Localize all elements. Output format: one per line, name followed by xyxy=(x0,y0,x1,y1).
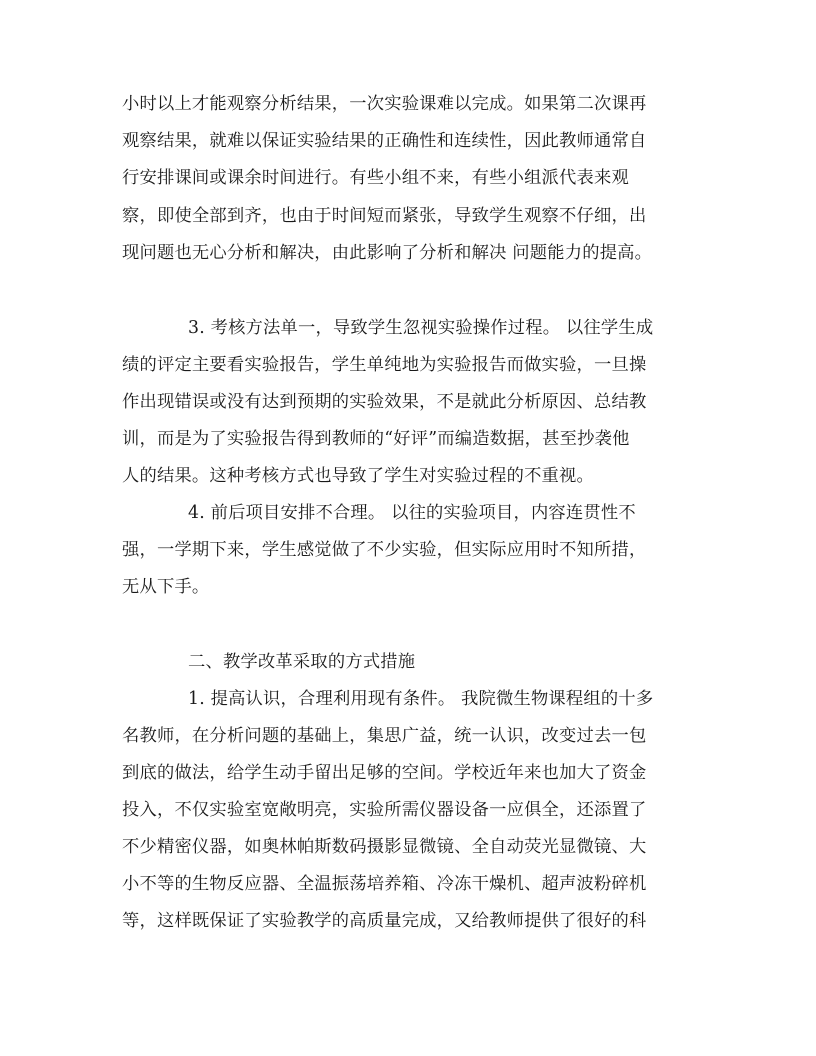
paragraph-3-line-2: 绩的评定主要看实验报告，学生单纯地为实验报告而做实验，一旦操 xyxy=(122,355,647,375)
paragraph-5-line-3: 到底的做法，给学生动手留出足够的空间。学校近年来也加大了资金 xyxy=(122,763,647,783)
paragraph-4-line-3: 无从下手。 xyxy=(122,577,210,597)
paragraph-4-line-2: 强，一学期下来，学生感觉做了不少实验，但实际应用时不知所措， xyxy=(122,540,647,560)
paragraph-3-line-3: 作出现错误或没有达到预期的实验效果，不是就此分析原因、总结教 xyxy=(122,392,647,412)
paragraph-5-line-5: 不少精密仪器，如奥林帕斯数码摄影显微镜、全自动荧光显微镜、大 xyxy=(122,837,647,857)
paragraph-1-line-1: 小时以上才能观察分析结果，一次实验课难以完成。如果第二次课再 xyxy=(122,94,647,114)
paragraph-3-line-5: 人的结果。这种考核方式也导致了学生对实验过程的不重视。 xyxy=(122,466,594,486)
paragraph-1-line-5: 现问题也无心分析和解决，由此影响了分析和解决 问题能力的提高。 xyxy=(122,243,653,263)
paragraph-5-line-6: 小不等的生物反应器、全温振荡培养箱、冷冻干燥机、超声波粉碎机 xyxy=(122,874,647,894)
paragraph-5-line-2: 名教师，在分析问题的基础上，集思广益，统一认识，改变过去一包 xyxy=(122,726,647,746)
paragraph-1-line-4: 察，即使全部到齐，也由于时间短而紧张，导致学生观察不仔细，出 xyxy=(122,206,647,226)
paragraph-3-line-4: 训，而是为了实验报告得到教师的“好评”而编造数据，甚至抄袭他 xyxy=(122,429,630,449)
paragraph-5-line-1: 1. 提高认识，合理利用现有条件。 我院微生物课程组的十多 xyxy=(188,689,654,709)
paragraph-3-line-1: 3. 考核方法单一，导致学生忽视实验操作过程。 以往学生成 xyxy=(188,318,654,338)
paragraph-1-line-3: 行安排课间或课余时间进行。有些小组不来，有些小组派代表来观 xyxy=(122,168,629,188)
paragraph-4-line-1: 4. 前后项目安排不合理。 以往的实验项目，内容连贯性不 xyxy=(188,503,636,523)
paragraph-5-line-7: 等，这样既保证了实验教学的高质量完成，又给教师提供了很好的科 xyxy=(122,911,647,931)
paragraph-1-line-2: 观察结果，就难以保证实验结果的正确性和连续性，因此教师通常自 xyxy=(122,131,647,151)
paragraph-5-line-4: 投入，不仅实验室宽敞明亮，实验所需仪器设备一应俱全，还添置了 xyxy=(122,800,647,820)
section-heading: 二、教学改革采取的方式措施 xyxy=(188,652,416,672)
